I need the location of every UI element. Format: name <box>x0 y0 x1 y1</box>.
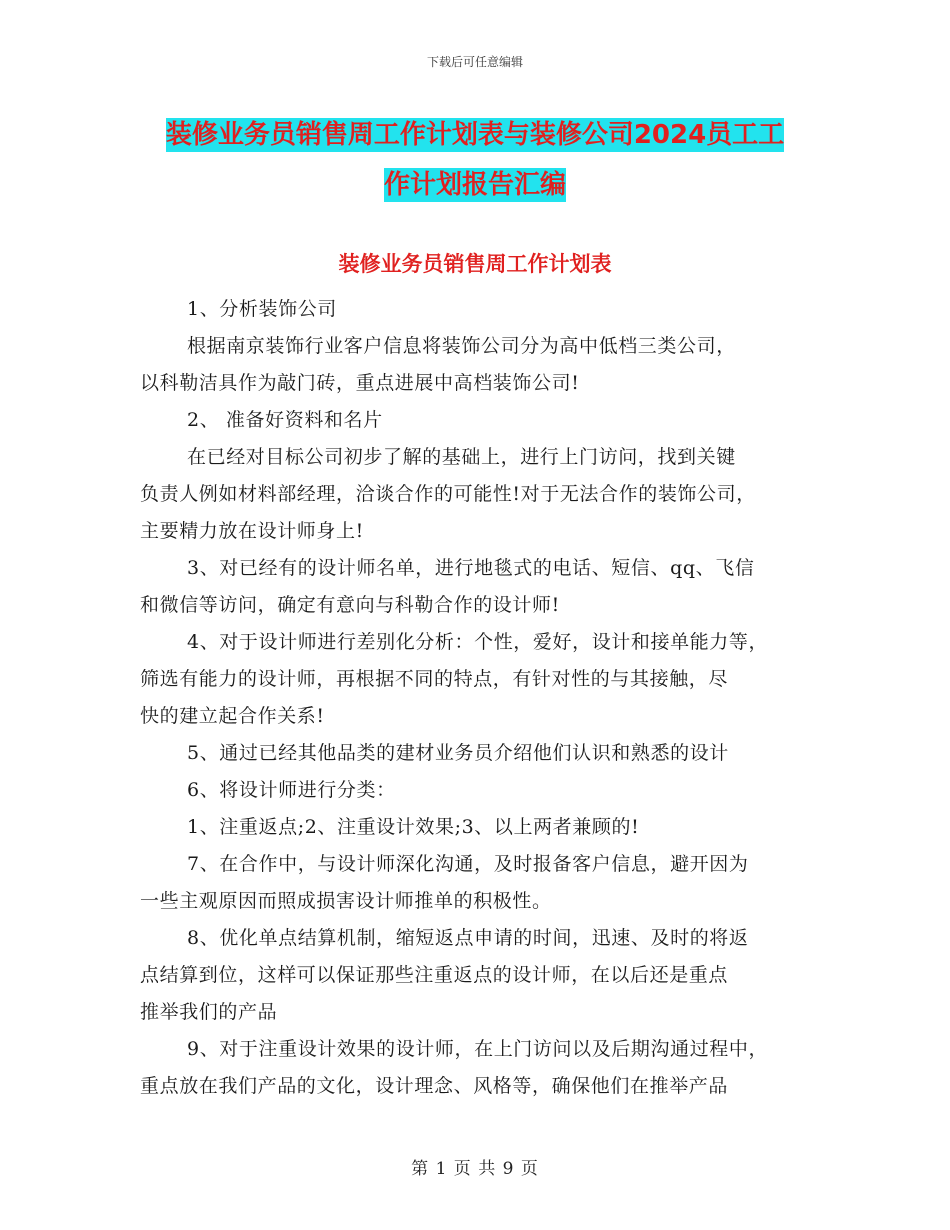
paragraph-line: 重点放在我们产品的文化，设计理念、风格等，确保他们在推举产品 <box>140 1075 729 1097</box>
page-footer: 第 1 页 共 9 页 <box>411 1159 539 1179</box>
paragraph-line: 8、优化单点结算机制，缩短返点申请的时间，迅速、及时的将返 <box>187 927 749 949</box>
document-title-line-2: 作计划报告汇编 <box>383 170 566 200</box>
paragraph-line: 根据南京装饰行业客户信息将装饰公司分为高中低档三类公司， <box>187 335 736 357</box>
body-text <box>140 291 830 1105</box>
document-title <box>0 110 950 210</box>
paragraph-line: 一些主观原因而照成损害设计师推单的积极性。 <box>140 890 552 912</box>
document-title-line-1: 装修业务员销售周工作计划表与装修公司2024员工工 <box>165 120 785 150</box>
paragraph-line: 1、注重返点;2、注重设计效果;3、以上两者兼顾的! <box>187 816 640 838</box>
paragraph-line: 在已经对目标公司初步了解的基础上，进行上门访问，找到关键 <box>187 446 736 468</box>
paragraph-line: 主要精力放在设计师身上! <box>140 520 364 542</box>
paragraph-line: 和微信等访问，确定有意向与科勒合作的设计师! <box>140 594 560 616</box>
paragraph-line: 7、在合作中，与设计师深化沟通，及时报备客户信息，避开因为 <box>187 853 749 875</box>
paragraph-line: 快的建立起合作关系! <box>140 705 325 727</box>
paragraph-line: 负责人例如材料部经理，洽谈合作的可能性!对于无法合作的装饰公司， <box>140 483 756 505</box>
paragraph-line: 4、对于设计师进行差别化分析：个性，爱好，设计和接单能力等， <box>187 631 769 653</box>
paragraph-line: 推举我们的产品 <box>140 1001 278 1023</box>
paragraph-line: 点结算到位，这样可以保证那些注重返点的设计师，在以后还是重点 <box>140 964 729 986</box>
section-title: 装修业务员销售周工作计划表 <box>338 252 612 276</box>
paragraph-line: 5、通过已经其他品类的建材业务员介绍他们认识和熟悉的设计 <box>187 742 729 764</box>
paragraph-line: 6、将设计师进行分类： <box>187 779 396 801</box>
paragraph-line: 3、对已经有的设计师名单，进行地毯式的电话、短信、qq、飞信 <box>187 557 755 579</box>
paragraph-line: 筛选有能力的设计师，再根据不同的特点，有针对性的与其接触，尽 <box>140 668 729 690</box>
paragraph-line: 9、对于注重设计效果的设计师，在上门访问以及后期沟通过程中， <box>187 1038 769 1060</box>
paragraph-line: 1、分析装饰公司 <box>187 298 337 320</box>
paragraph-line: 以科勒洁具作为敲门砖，重点进展中高档装饰公司! <box>140 372 580 394</box>
page-header-note: 下载后可任意编辑 <box>426 55 523 69</box>
paragraph-line: 2、 准备好资料和名片 <box>187 409 383 431</box>
